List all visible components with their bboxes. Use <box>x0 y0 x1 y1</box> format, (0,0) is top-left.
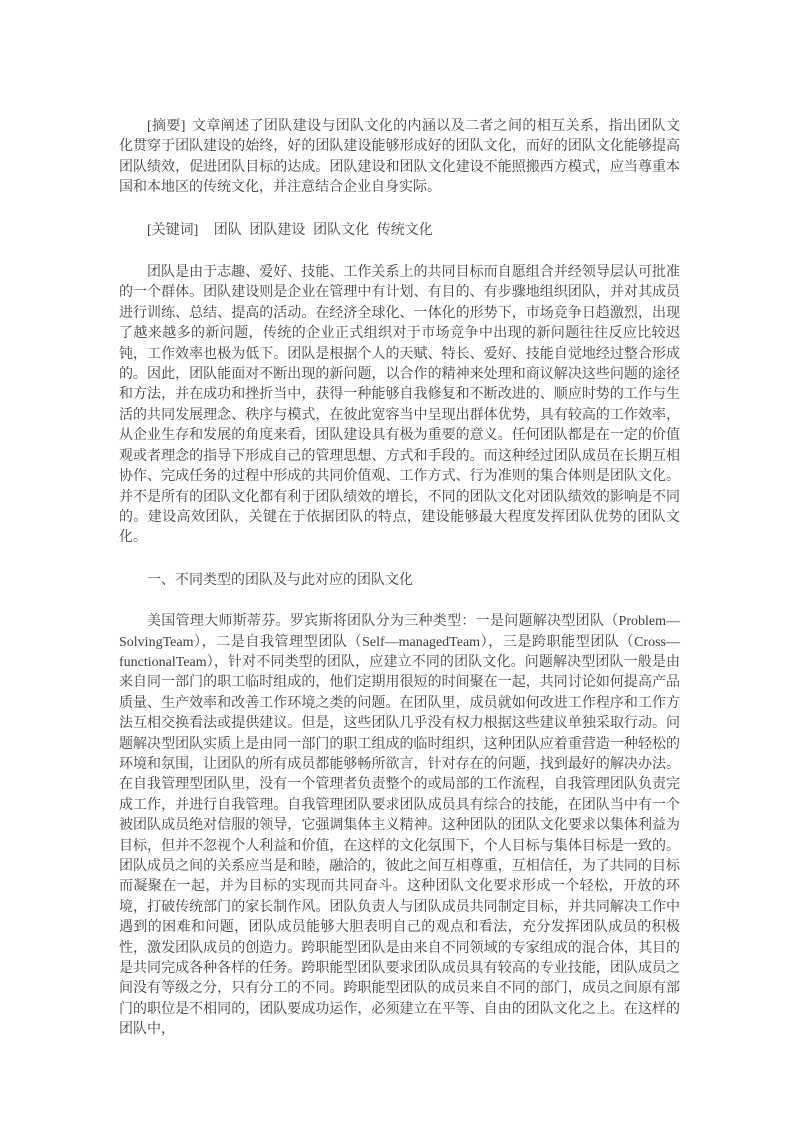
abstract-paragraph <box>119 117 680 199</box>
keyword-item: 团队文化 <box>313 222 370 238</box>
intro-paragraph: 团队是由于志趣、爱好、技能、工作关系上的共同目标而自愿组合并经领导层认可批准的一个群体。团队建设则是企业在管理中有计划、有目的、有步骤地组织团队，并对其成员进行训练、总结、提高的活动。在经济全球化、一体化的形势下，市场竞争日趋激烈，出现了越来越多的新问题，传统的企业正式组织对于市场竞争中出现的新问题往往反应比较迟钝，工作效率也极为低下。团队是根据个人的天赋、特长、爱好、技能自觉地经过整合形成的。因此，团队能面对不断出现的新问题，以合作的精神来处理和商议解决这些问题的途径和方法，并在成功和挫折当中，获得一种能够自我修复和不断改进的、顺应时势的工作与生活的共同发展理念、秩序与模式，在彼此宽容当中呈现出群体优势，具有较高的工作效率，从企业生存和发展的角度来看，团队建设具有极为重要的意义。任何团队都是在一定的价值观或者理念的指导下形成自己的管理思想、方式和手段的。而这种经过团队成员在长期互相协作、完成任务的过程中形成的共同价值观、工作方式、行为准则的集合体则是团队文化。并不是所有的团队文化都有利于团队绩效的增长，不同的团队文化对团队绩效的影响是不同的。建设高效团队，关键在于依据团队的特点，建设能够最大程度发挥团队优势的团队文化。 <box>119 265 680 546</box>
keyword-item: 团队 <box>213 222 242 238</box>
keyword-item: 团队建设 <box>249 222 306 238</box>
document-text-block <box>119 117 680 1063</box>
abstract-label: [摘要] <box>147 119 186 134</box>
keyword-item: 传统文化 <box>376 222 433 238</box>
abstract-text: 文章阐述了团队建设与团队文化的内涵以及二者之间的相互关系，指出团队文化贯穿于团队建设的始终，好的团队建设能够形成好的团队文化，而好的团队文化能够提高团队绩效，促进团队目标的达成。团队建设和团队文化建设不能照搬西方模式，应当尊重本国和本地区的传统文化，并注意结合企业自身实际。 <box>119 119 681 196</box>
keywords-label: [关键词] <box>147 222 199 238</box>
team-types-paragraph: 美国管理大师斯蒂芬。罗宾斯将团队分为三种类型：一是问题解决型团队（Problem—SolvingTeam），二是自我管理型团队（Self—managedTeam），三是跨职能型团队（Cross—functionalTeam），针对不同类型的团队，应建立不同的团队文化。问题解决型团队一般是由来自同一部门的职工临时组成的，他们定期用很短的时间聚在一起，共同讨论如何提高产品质量、生产效率和改善工作环境之类的问题。在团队里，成员就如何改进工作程序和工作方法互相交换看法或提供建议。但是，这些团队几乎没有权力根据这些建议单独采取行动。问题解决型团队实质上是由同一部门的职工组成的临时组织，这种团队应着重营造一种轻松的环境和氛围，让团队的所有成员都能够畅所欲言，针对存在的问题，找到最好的解决办法。在自我管理型团队里，没有一个管理者负责整个的或局部的工作流程，自我管理团队负责完成工作，并进行自我管理。自我管理团队要求团队成员具有综合的技能，在团队当中有一个被团队成员绝对信服的领导，它强调集体主义精神。这种团队的团队文化要求以集体利益为目标，但并不忽视个人利益和价值，在这样的文化氛围下，个人目标与集体目标是一致的。团队成员之间的关系应当是和睦，融洽的，彼此之间互相尊重，互相信任，为了共同的目标而凝聚在一起，并为目标的实现而共同奋斗。这种团队文化要求形成一个轻松，开放的环境，打破传统部门的家长制作风。团队负责人与团队成员共同制定目标，并共同解决工作中遇到的困难和问题，团队成员能够大胆表明自己的观点和看法，充分发挥团队成员的积极性，激发团队成员的创造力。跨职能型团队是由来自不同领域的专家组成的混合体，其目的是共同完成各种各样的任务。跨职能型团队要求团队成员具有较高的专业技能，团队成员之间没有等级之分，只有分工的不同。跨职能型团队的成员来自不同的部门，成员之间原有部门的职位是不相同的，团队要成功运作，必须建立在平等、自由的团队文化之上。在这样的团队中， <box>119 614 680 1038</box>
keywords-line <box>119 221 680 241</box>
section-heading: 一、不同类型的团队及与此对应的团队文化 <box>147 572 413 588</box>
